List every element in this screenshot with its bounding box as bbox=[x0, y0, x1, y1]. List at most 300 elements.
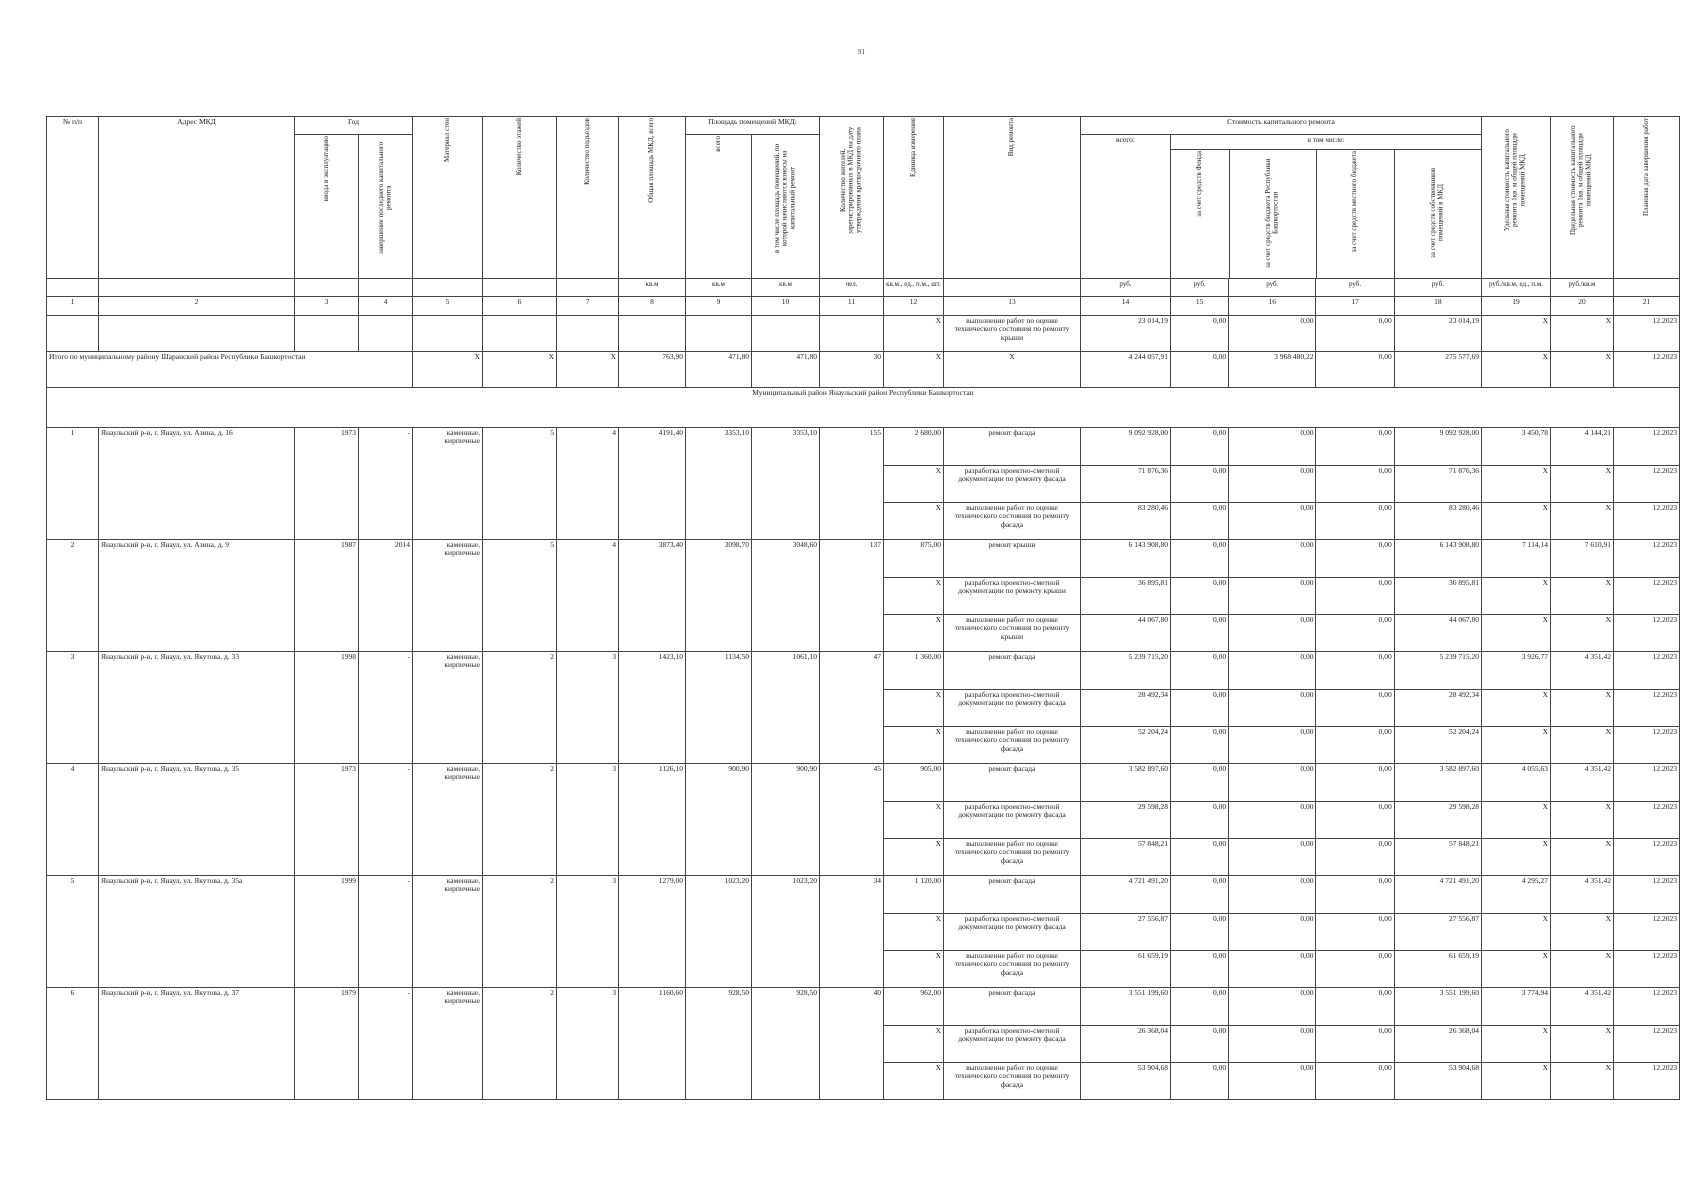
cell-unit-cost: 7 114,14 bbox=[1482, 539, 1551, 577]
cell-area-all: 928,50 bbox=[686, 987, 752, 1099]
cell-year-commission: 1987 bbox=[295, 539, 359, 651]
cell-fund: 0,00 bbox=[1171, 315, 1229, 351]
cell-owners: 28 492,34 bbox=[1394, 689, 1481, 726]
cell-repair-kind: X bbox=[944, 351, 1081, 387]
cell-owners: 26 368,04 bbox=[1394, 1025, 1481, 1062]
column-number: 20 bbox=[1551, 296, 1614, 315]
cell-rb-budget: 0,00 bbox=[1229, 726, 1316, 763]
cell-owners: 4 721 491,20 bbox=[1394, 875, 1481, 913]
unit-cell: кв.м bbox=[686, 278, 752, 296]
cell-rb-budget: 0,00 bbox=[1229, 315, 1316, 351]
cell-local-budget: 0,00 bbox=[1316, 1025, 1394, 1062]
cell-total: 9 092 928,00 bbox=[1081, 427, 1171, 465]
cell-limit-cost: 4 144,21 bbox=[1551, 427, 1614, 465]
cell-year-commission: 1979 bbox=[295, 987, 359, 1099]
cell-entrances: 4 bbox=[557, 427, 619, 539]
cell-rb-budget: 0,00 bbox=[1229, 1025, 1316, 1062]
cell-floors: X bbox=[483, 351, 557, 387]
cell-unit-cost: 3 774,94 bbox=[1482, 987, 1551, 1025]
cell-fund: 0,00 bbox=[1171, 427, 1229, 465]
cell-owners: 9 092 928,00 bbox=[1394, 427, 1481, 465]
cell-unit-cost: 3 450,78 bbox=[1482, 427, 1551, 465]
cell-rb-budget: 0,00 bbox=[1229, 689, 1316, 726]
cell-address: Янаульский р-н, г. Янаул, ул. Якутова, д. 35а bbox=[99, 875, 295, 987]
cell-total: 3 551 199,60 bbox=[1081, 987, 1171, 1025]
cell-num: 6 bbox=[47, 987, 99, 1099]
cell-repair-kind: выполнение работ по оценке технического состояния по ремонту крыши bbox=[944, 614, 1081, 651]
total-label: Итого по муниципальному району Шаранский район Республики Башкортостан bbox=[47, 351, 413, 387]
cell-local-budget: 0,00 bbox=[1316, 950, 1394, 987]
cell-wall-material: каменные, кирпичные bbox=[413, 987, 483, 1099]
cell-residents: 34 bbox=[820, 875, 884, 987]
cell-unit-cost: 4 055,63 bbox=[1482, 763, 1551, 801]
cell-unit-qty: X bbox=[884, 614, 944, 651]
cell-unit-qty: X bbox=[884, 689, 944, 726]
cell-end-date: 12.2023 bbox=[1614, 502, 1680, 539]
cell-local-budget: 0,00 bbox=[1316, 726, 1394, 763]
cell-local-budget: 0,00 bbox=[1316, 987, 1394, 1025]
cell-owners: 275 577,69 bbox=[1394, 351, 1481, 387]
cell-year-last-repair: - bbox=[359, 875, 413, 987]
cell-limit-cost: X bbox=[1551, 913, 1614, 950]
header-incl-label: в том числе: bbox=[1171, 135, 1481, 149]
cell-owners: 6 143 908,80 bbox=[1394, 539, 1481, 577]
cell-unit-qty: X bbox=[884, 1062, 944, 1099]
cell-total-area: 1279,00 bbox=[619, 875, 686, 987]
cell-owners: 71 876,36 bbox=[1394, 465, 1481, 502]
cell-year-commission: 1973 bbox=[295, 427, 359, 539]
cell-total: 83 280,46 bbox=[1081, 502, 1171, 539]
cell-fund: 0,00 bbox=[1171, 950, 1229, 987]
cell-unit-qty: 2 680,00 bbox=[884, 427, 944, 465]
cell-local-budget: 0,00 bbox=[1316, 577, 1394, 614]
cell-end-date: 12.2023 bbox=[1614, 801, 1680, 838]
cell-rb-budget: 0,00 bbox=[1229, 801, 1316, 838]
cell-fund: 0,00 bbox=[1171, 838, 1229, 875]
cell-total: 4 721 491,20 bbox=[1081, 875, 1171, 913]
cell-unit-qty: 1 120,00 bbox=[884, 875, 944, 913]
cell-address: Янаульский р-н, г. Янаул, ул. Азина, д. 16 bbox=[99, 427, 295, 539]
cell-end-date: 12.2023 bbox=[1614, 651, 1680, 689]
cell-local-budget: 0,00 bbox=[1316, 651, 1394, 689]
cell-fund: 0,00 bbox=[1171, 465, 1229, 502]
cell-num: 2 bbox=[47, 539, 99, 651]
cell-limit-cost: X bbox=[1551, 351, 1614, 387]
column-number: 11 bbox=[820, 296, 884, 315]
cell-rb-budget: 0,00 bbox=[1229, 763, 1316, 801]
cell-unit-cost: X bbox=[1482, 726, 1551, 763]
cell-residents: 47 bbox=[820, 651, 884, 763]
cell-local-budget: 0,00 bbox=[1316, 1062, 1394, 1099]
cell-fund: 0,00 bbox=[1171, 539, 1229, 577]
header-fund: за счет средств Фонда bbox=[1171, 149, 1229, 278]
cell-area-fee: 928,50 bbox=[752, 987, 820, 1099]
section-title: Муниципальный район Янаульский район Республики Башкортостан bbox=[47, 387, 1680, 427]
cell-limit-cost: 4 351,42 bbox=[1551, 651, 1614, 689]
cell-total: 36 895,81 bbox=[1081, 577, 1171, 614]
cell-fund: 0,00 bbox=[1171, 614, 1229, 651]
cell-unit-qty: X bbox=[884, 913, 944, 950]
cell-year-commission: 1998 bbox=[295, 651, 359, 763]
cell-end-date: 12.2023 bbox=[1614, 427, 1680, 465]
cell-unit-qty: X bbox=[884, 502, 944, 539]
cell-end-date: 12.2023 bbox=[1614, 614, 1680, 651]
cell-year-commission: 1973 bbox=[295, 763, 359, 875]
cell-end-date: 12.2023 bbox=[1614, 763, 1680, 801]
cell-repair-kind: ремонт фасада bbox=[944, 987, 1081, 1025]
cell-end-date: 12.2023 bbox=[1614, 689, 1680, 726]
cell-area-all: 900,90 bbox=[686, 763, 752, 875]
column-number: 2 bbox=[99, 296, 295, 315]
cell-end-date: 12.2023 bbox=[1614, 577, 1680, 614]
cell-unit-cost: X bbox=[1482, 838, 1551, 875]
cell-floors: 5 bbox=[483, 427, 557, 539]
cell-residents: 40 bbox=[820, 987, 884, 1099]
cell-owners: 61 659,19 bbox=[1394, 950, 1481, 987]
cell-limit-cost: X bbox=[1551, 1025, 1614, 1062]
cell-floors: 2 bbox=[483, 651, 557, 763]
cell-total: 57 848,21 bbox=[1081, 838, 1171, 875]
table-row bbox=[47, 763, 1680, 801]
cell-unit-qty: X bbox=[884, 950, 944, 987]
cell-local-budget: 0,00 bbox=[1316, 913, 1394, 950]
cell-limit-cost: 4 351,42 bbox=[1551, 875, 1614, 913]
cell-repair-kind: разработка проектно-сметной документации по ремонту фасада bbox=[944, 465, 1081, 502]
cell-total-area: 3873,40 bbox=[619, 539, 686, 651]
table-row bbox=[47, 539, 1680, 577]
cell-fund: 0,00 bbox=[1171, 801, 1229, 838]
cell-unit-cost: X bbox=[1482, 577, 1551, 614]
cell-unit-cost: X bbox=[1482, 1025, 1551, 1062]
buildings-body bbox=[47, 427, 1680, 1099]
page-number: 91 bbox=[858, 48, 865, 56]
cell-rb-budget: 0,00 bbox=[1229, 614, 1316, 651]
cell-end-date: 12.2023 bbox=[1614, 987, 1680, 1025]
cell-total: 6 143 908,80 bbox=[1081, 539, 1171, 577]
header-residents: Количество жителей, зарегистрированных в МКД на дату утверждения краткосрочного плана bbox=[820, 117, 884, 279]
cell-limit-cost: X bbox=[1551, 726, 1614, 763]
header-address: Адрес МКД bbox=[99, 117, 295, 279]
cell-unit-qty: X bbox=[884, 1025, 944, 1062]
cell-rb-budget: 0,00 bbox=[1229, 838, 1316, 875]
cell-limit-cost: X bbox=[1551, 502, 1614, 539]
cell-owners: 3 551 199,60 bbox=[1394, 987, 1481, 1025]
header-wall-material: Материал стен bbox=[413, 117, 483, 279]
cell-area-all: 471,80 bbox=[686, 351, 752, 387]
column-number: 1 bbox=[47, 296, 99, 315]
cell-total-area: 763,90 bbox=[619, 351, 686, 387]
column-number: 10 bbox=[752, 296, 820, 315]
cell-area-fee: 3048,60 bbox=[752, 539, 820, 651]
table-row bbox=[47, 987, 1680, 1025]
cell-rb-budget: 0,00 bbox=[1229, 465, 1316, 502]
column-number: 9 bbox=[686, 296, 752, 315]
cell-rb-budget: 0,00 bbox=[1229, 987, 1316, 1025]
cell-area-all: 1134,50 bbox=[686, 651, 752, 763]
cell-limit-cost: X bbox=[1551, 315, 1614, 351]
cell-repair-kind: выполнение работ по оценке технического состояния по ремонту фасада bbox=[944, 726, 1081, 763]
cell-entrances: 3 bbox=[557, 987, 619, 1099]
unit-cell: руб. bbox=[1081, 278, 1171, 296]
column-number: 13 bbox=[944, 296, 1081, 315]
unit-cell: руб./кв.м, ед., п.м. bbox=[1482, 278, 1551, 296]
cell-owners: 23 014,19 bbox=[1394, 315, 1481, 351]
unit-cell: руб. bbox=[1229, 278, 1316, 296]
cell-end-date: 12.2023 bbox=[1614, 950, 1680, 987]
unit-cell: руб. bbox=[1316, 278, 1394, 296]
cell-repair-kind: выполнение работ по оценке технического состояния по ремонту фасада bbox=[944, 950, 1081, 987]
column-number: 21 bbox=[1614, 296, 1680, 315]
cell-address: Янаульский р-н, г. Янаул, ул. Азина, д. 9 bbox=[99, 539, 295, 651]
cell-fund: 0,00 bbox=[1171, 1062, 1229, 1099]
column-number: 17 bbox=[1316, 296, 1394, 315]
cell-repair-kind: выполнение работ по оценке технического состояния по ремонту фасада bbox=[944, 1062, 1081, 1099]
cell-entrances: 3 bbox=[557, 875, 619, 987]
cell-local-budget: 0,00 bbox=[1316, 763, 1394, 801]
cell-num: 4 bbox=[47, 763, 99, 875]
cell-local-budget: 0,00 bbox=[1316, 427, 1394, 465]
cell-owners: 29 598,28 bbox=[1394, 801, 1481, 838]
cell-unit-cost: X bbox=[1482, 315, 1551, 351]
cell-entrances: 4 bbox=[557, 539, 619, 651]
cell-total: 53 904,68 bbox=[1081, 1062, 1171, 1099]
cell-unit-qty: X bbox=[884, 801, 944, 838]
table-row bbox=[47, 427, 1680, 465]
unit-cell: кв.м bbox=[752, 278, 820, 296]
table-header bbox=[47, 117, 1680, 316]
cell-fund: 0,00 bbox=[1171, 689, 1229, 726]
column-number: 16 bbox=[1229, 296, 1316, 315]
cell-owners: 44 067,80 bbox=[1394, 614, 1481, 651]
cell-repair-kind: ремонт крыши bbox=[944, 539, 1081, 577]
cell-address: Янаульский р-н, г. Янаул, ул. Якутова, д. 35 bbox=[99, 763, 295, 875]
cell-floors: 2 bbox=[483, 875, 557, 987]
header-unit: Единица измерения bbox=[884, 117, 944, 279]
cell-repair-kind: выполнение работ по оценке технического состояния по ремонту фасада bbox=[944, 838, 1081, 875]
cell-limit-cost: X bbox=[1551, 838, 1614, 875]
cell-owners: 53 904,68 bbox=[1394, 1062, 1481, 1099]
cell-total: 61 659,19 bbox=[1081, 950, 1171, 987]
cell-local-budget: 0,00 bbox=[1316, 614, 1394, 651]
cell-rb-budget: 0,00 bbox=[1229, 913, 1316, 950]
cell-entrances: 3 bbox=[557, 763, 619, 875]
column-number: 8 bbox=[619, 296, 686, 315]
cell-owners: 5 239 715,20 bbox=[1394, 651, 1481, 689]
cell-end-date: 12.2023 bbox=[1614, 1062, 1680, 1099]
cell-limit-cost: X bbox=[1551, 689, 1614, 726]
cell-unit-qty: X bbox=[884, 838, 944, 875]
cell-wall-material: X bbox=[413, 351, 483, 387]
cell-residents: 45 bbox=[820, 763, 884, 875]
cell-unit-qty: 962,00 bbox=[884, 987, 944, 1025]
cell-end-date: 12.2023 bbox=[1614, 875, 1680, 913]
cell-local-budget: 0,00 bbox=[1316, 351, 1394, 387]
cell-limit-cost: X bbox=[1551, 465, 1614, 502]
cell-area-fee: 3353,10 bbox=[752, 427, 820, 539]
header-repair-kind: Вид ремонта bbox=[944, 117, 1081, 279]
header-owners: за счет средств собственников помещений в МКД bbox=[1429, 167, 1445, 258]
cell-total-area: 1160,60 bbox=[619, 987, 686, 1099]
header-unit-cost: Удельная стоимость капитального ремонта 1кв. м общей площади помещений МКД bbox=[1482, 117, 1551, 279]
column-number: 15 bbox=[1171, 296, 1229, 315]
cell-owners: 27 556,87 bbox=[1394, 913, 1481, 950]
cell-fund: 0,00 bbox=[1171, 726, 1229, 763]
unit-cell: руб. bbox=[1394, 278, 1481, 296]
cell-local-budget: 0,00 bbox=[1316, 875, 1394, 913]
cell-total: 3 582 897,60 bbox=[1081, 763, 1171, 801]
cell-floors: 2 bbox=[483, 987, 557, 1099]
cell-owners: 36 895,81 bbox=[1394, 577, 1481, 614]
cell-local-budget: 0,00 bbox=[1316, 838, 1394, 875]
cell-limit-cost: 4 351,42 bbox=[1551, 763, 1614, 801]
total-row bbox=[47, 351, 1680, 387]
cell-rb-budget: 0,00 bbox=[1229, 427, 1316, 465]
cell-total: 44 067,80 bbox=[1081, 614, 1171, 651]
cell-rb-budget: 3 968 480,22 bbox=[1229, 351, 1316, 387]
cell-fund: 0,00 bbox=[1171, 351, 1229, 387]
column-number: 12 bbox=[884, 296, 944, 315]
cell-repair-kind: выполнение работ по оценке технического состояния по ремонту крыши bbox=[944, 315, 1081, 351]
cell-area-all: 3098,70 bbox=[686, 539, 752, 651]
header-num: № п/п bbox=[47, 117, 99, 279]
cell-repair-kind: разработка проектно-сметной документации по ремонту фасада bbox=[944, 1025, 1081, 1062]
cell-floors: 5 bbox=[483, 539, 557, 651]
cell-unit-cost: X bbox=[1482, 950, 1551, 987]
cell-total: 26 368,04 bbox=[1081, 1025, 1171, 1062]
cell-rb-budget: 0,00 bbox=[1229, 539, 1316, 577]
cell-rb-budget: 0,00 bbox=[1229, 1062, 1316, 1099]
cell-unit-cost: X bbox=[1482, 614, 1551, 651]
cell-fund: 0,00 bbox=[1171, 913, 1229, 950]
unit-cell: кв.м., ед., п.м., шт. bbox=[884, 278, 944, 296]
cell-end-date: 12.2023 bbox=[1614, 1025, 1680, 1062]
cell-end-date: 12.2023 bbox=[1614, 465, 1680, 502]
cell-end-date: 12.2023 bbox=[1614, 913, 1680, 950]
cell-year-last-repair: 2014 bbox=[359, 539, 413, 651]
cell-total: 4 244 057,91 bbox=[1081, 351, 1171, 387]
cell-year-last-repair: - bbox=[359, 763, 413, 875]
cell-unit-cost: 3 926,77 bbox=[1482, 651, 1551, 689]
cell-total-area: 1126,10 bbox=[619, 763, 686, 875]
header-area-all: всего bbox=[686, 135, 752, 279]
column-numbers-row bbox=[47, 296, 1680, 315]
cell-repair-kind: разработка проектно-сметной документации по ремонту фасада bbox=[944, 689, 1081, 726]
column-number: 6 bbox=[483, 296, 557, 315]
cell-owners: 3 582 897,60 bbox=[1394, 763, 1481, 801]
cell-area-fee: 471,80 bbox=[752, 351, 820, 387]
cell-rb-budget: 0,00 bbox=[1229, 651, 1316, 689]
cell-total: 27 556,87 bbox=[1081, 913, 1171, 950]
cell-fund: 0,00 bbox=[1171, 875, 1229, 913]
cell-unit-cost: 4 295,27 bbox=[1482, 875, 1551, 913]
cell-unit-qty: X bbox=[884, 465, 944, 502]
header-local-budget: за счет средств местного бюджета bbox=[1316, 149, 1394, 278]
cell-area-fee: 1023,20 bbox=[752, 875, 820, 987]
unit-cell: чел. bbox=[820, 278, 884, 296]
cell-area-fee: 1061,10 bbox=[752, 651, 820, 763]
cell-rb-budget: 0,00 bbox=[1229, 577, 1316, 614]
cell-address: Янаульский р-н, г. Янаул, ул. Якутова, д. 33 bbox=[99, 651, 295, 763]
cell-residents: 137 bbox=[820, 539, 884, 651]
cell-year-last-repair: - bbox=[359, 651, 413, 763]
header-year-group: Год bbox=[295, 117, 413, 135]
cell-total: 29 598,28 bbox=[1081, 801, 1171, 838]
carry-over-row bbox=[47, 315, 1680, 351]
cell-wall-material: каменные, кирпичные bbox=[413, 763, 483, 875]
cell-unit-qty: X bbox=[884, 726, 944, 763]
cell-local-budget: 0,00 bbox=[1316, 502, 1394, 539]
cell-unit-qty: X bbox=[884, 577, 944, 614]
cell-fund: 0,00 bbox=[1171, 577, 1229, 614]
cell-entrances: 3 bbox=[557, 651, 619, 763]
header-entrances: Количество подъездов bbox=[557, 117, 619, 279]
cell-repair-kind: ремонт фасада bbox=[944, 763, 1081, 801]
cell-area-fee: 900,90 bbox=[752, 763, 820, 875]
cell-wall-material: каменные, кирпичные bbox=[413, 875, 483, 987]
cell-unit-qty: 905,00 bbox=[884, 763, 944, 801]
header-limit-cost: Предельная стоимость капитального ремонта 1кв. м общей площади помещений МКД bbox=[1551, 117, 1614, 279]
column-number: 5 bbox=[413, 296, 483, 315]
cell-rb-budget: 0,00 bbox=[1229, 950, 1316, 987]
cell-unit-cost: X bbox=[1482, 351, 1551, 387]
cell-total: 5 239 715,20 bbox=[1081, 651, 1171, 689]
unit-cell: руб./кв.м bbox=[1551, 278, 1614, 296]
cell-year-commission: 1999 bbox=[295, 875, 359, 987]
column-number: 19 bbox=[1482, 296, 1551, 315]
cell-end-date: 12.2023 bbox=[1614, 726, 1680, 763]
cell-residents: 30 bbox=[820, 351, 884, 387]
cell-wall-material: каменные, кирпичные bbox=[413, 651, 483, 763]
cell-owners: 52 204,24 bbox=[1394, 726, 1481, 763]
cell-limit-cost: X bbox=[1551, 614, 1614, 651]
cell-total-area: 1423,10 bbox=[619, 651, 686, 763]
units-row bbox=[47, 278, 1680, 296]
cell-fund: 0,00 bbox=[1171, 987, 1229, 1025]
cell-local-budget: 0,00 bbox=[1316, 801, 1394, 838]
cell-repair-kind: выполнение работ по оценке технического состояния по ремонту фасада bbox=[944, 502, 1081, 539]
unit-cell: кв.м bbox=[619, 278, 686, 296]
cell-unit-qty: 1 360,00 bbox=[884, 651, 944, 689]
cell-total: 52 204,24 bbox=[1081, 726, 1171, 763]
cell-fund: 0,00 bbox=[1171, 763, 1229, 801]
cell-limit-cost: X bbox=[1551, 801, 1614, 838]
cell-unit-qty: X bbox=[884, 351, 944, 387]
header-year-commission: ввода в эксплуатацию bbox=[295, 135, 359, 279]
cell-fund: 0,00 bbox=[1171, 1025, 1229, 1062]
cell-limit-cost: 4 351,42 bbox=[1551, 987, 1614, 1025]
cell-fund: 0,00 bbox=[1171, 651, 1229, 689]
table-body bbox=[47, 315, 1680, 427]
cell-year-last-repair: - bbox=[359, 427, 413, 539]
header-area-group: Площадь помещений МКД: bbox=[686, 117, 820, 135]
cell-repair-kind: ремонт фасада bbox=[944, 875, 1081, 913]
cell-owners: 57 848,21 bbox=[1394, 838, 1481, 875]
unit-cell: руб. bbox=[1171, 278, 1229, 296]
cell-year-last-repair: - bbox=[359, 987, 413, 1099]
cell-unit-cost: X bbox=[1482, 465, 1551, 502]
cell-unit-qty: X bbox=[884, 315, 944, 351]
cell-repair-kind: ремонт фасада bbox=[944, 427, 1081, 465]
cell-fund: 0,00 bbox=[1171, 502, 1229, 539]
header-end-date: Плановая дата завершения работ bbox=[1614, 117, 1680, 279]
header-floors: Количество этажей bbox=[483, 117, 557, 279]
header-rb-budget: за счет средств бюджета Республики Башкортостан bbox=[1229, 149, 1316, 278]
cell-wall-material: каменные, кирпичные bbox=[413, 539, 483, 651]
cell-limit-cost: 7 610,91 bbox=[1551, 539, 1614, 577]
cell-entrances: X bbox=[557, 351, 619, 387]
cell-total-area: 4191,40 bbox=[619, 427, 686, 539]
cell-area-all: 1023,20 bbox=[686, 875, 752, 987]
